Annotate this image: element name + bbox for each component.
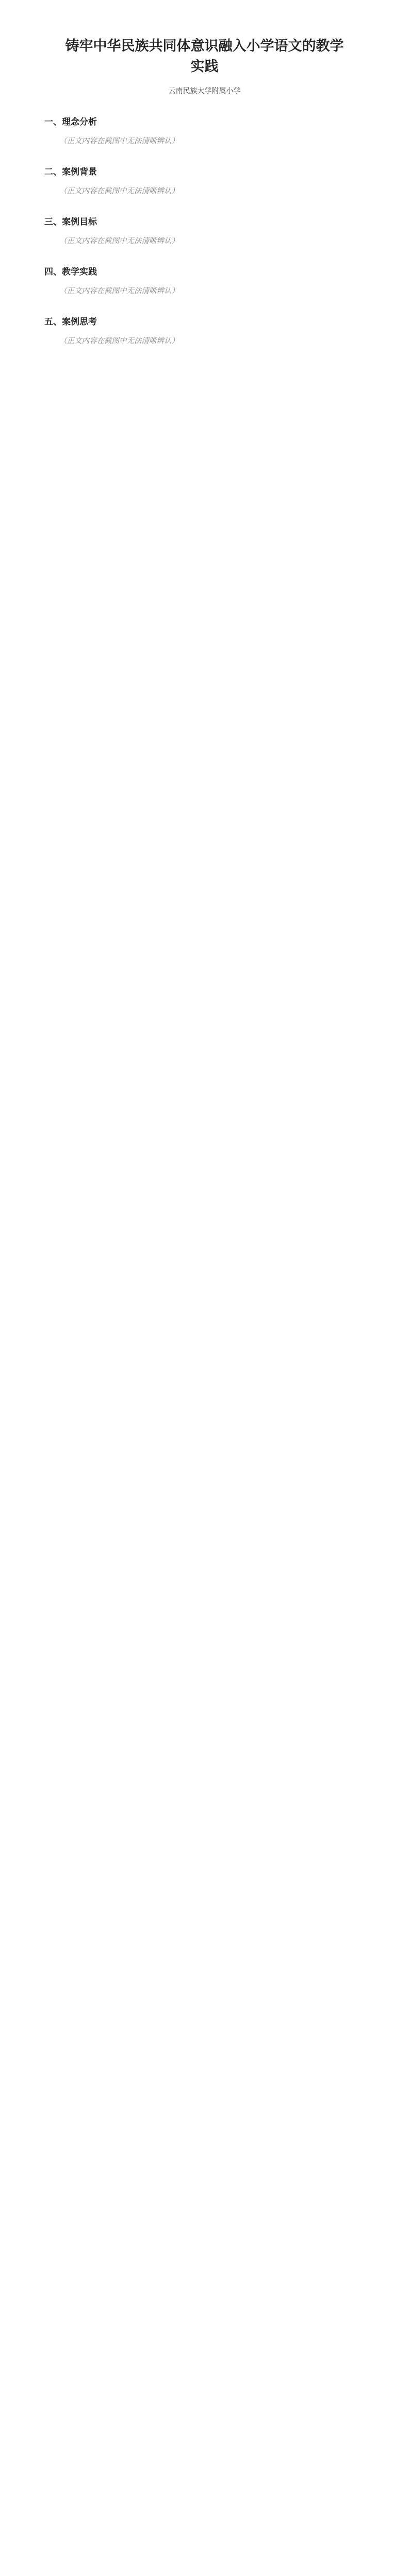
author-byline: 云南民族大学附属小学: [168, 87, 241, 95]
section-heading-2: 二、案例背景: [44, 167, 97, 177]
section-heading-3: 三、案例目标: [44, 217, 97, 227]
section-heading-4: 四、教学实践: [44, 267, 97, 277]
page-title: 铸牢中华民族共同体意识融入小学语文的教学实践: [65, 38, 344, 75]
document-page: [0, 0, 409, 415]
paragraph: （正文内容在截图中无法清晰辨认）: [59, 287, 179, 295]
paragraph: （正文内容在截图中无法清晰辨认）: [59, 187, 179, 195]
section-heading-1: 一、理念分析: [44, 117, 97, 127]
paragraph: （正文内容在截图中无法清晰辨认）: [59, 237, 179, 245]
paragraph: （正文内容在截图中无法清晰辨认）: [59, 337, 179, 345]
paragraph: （正文内容在截图中无法清晰辨认）: [59, 137, 179, 145]
section-heading-5: 五、案例思考: [44, 317, 97, 327]
